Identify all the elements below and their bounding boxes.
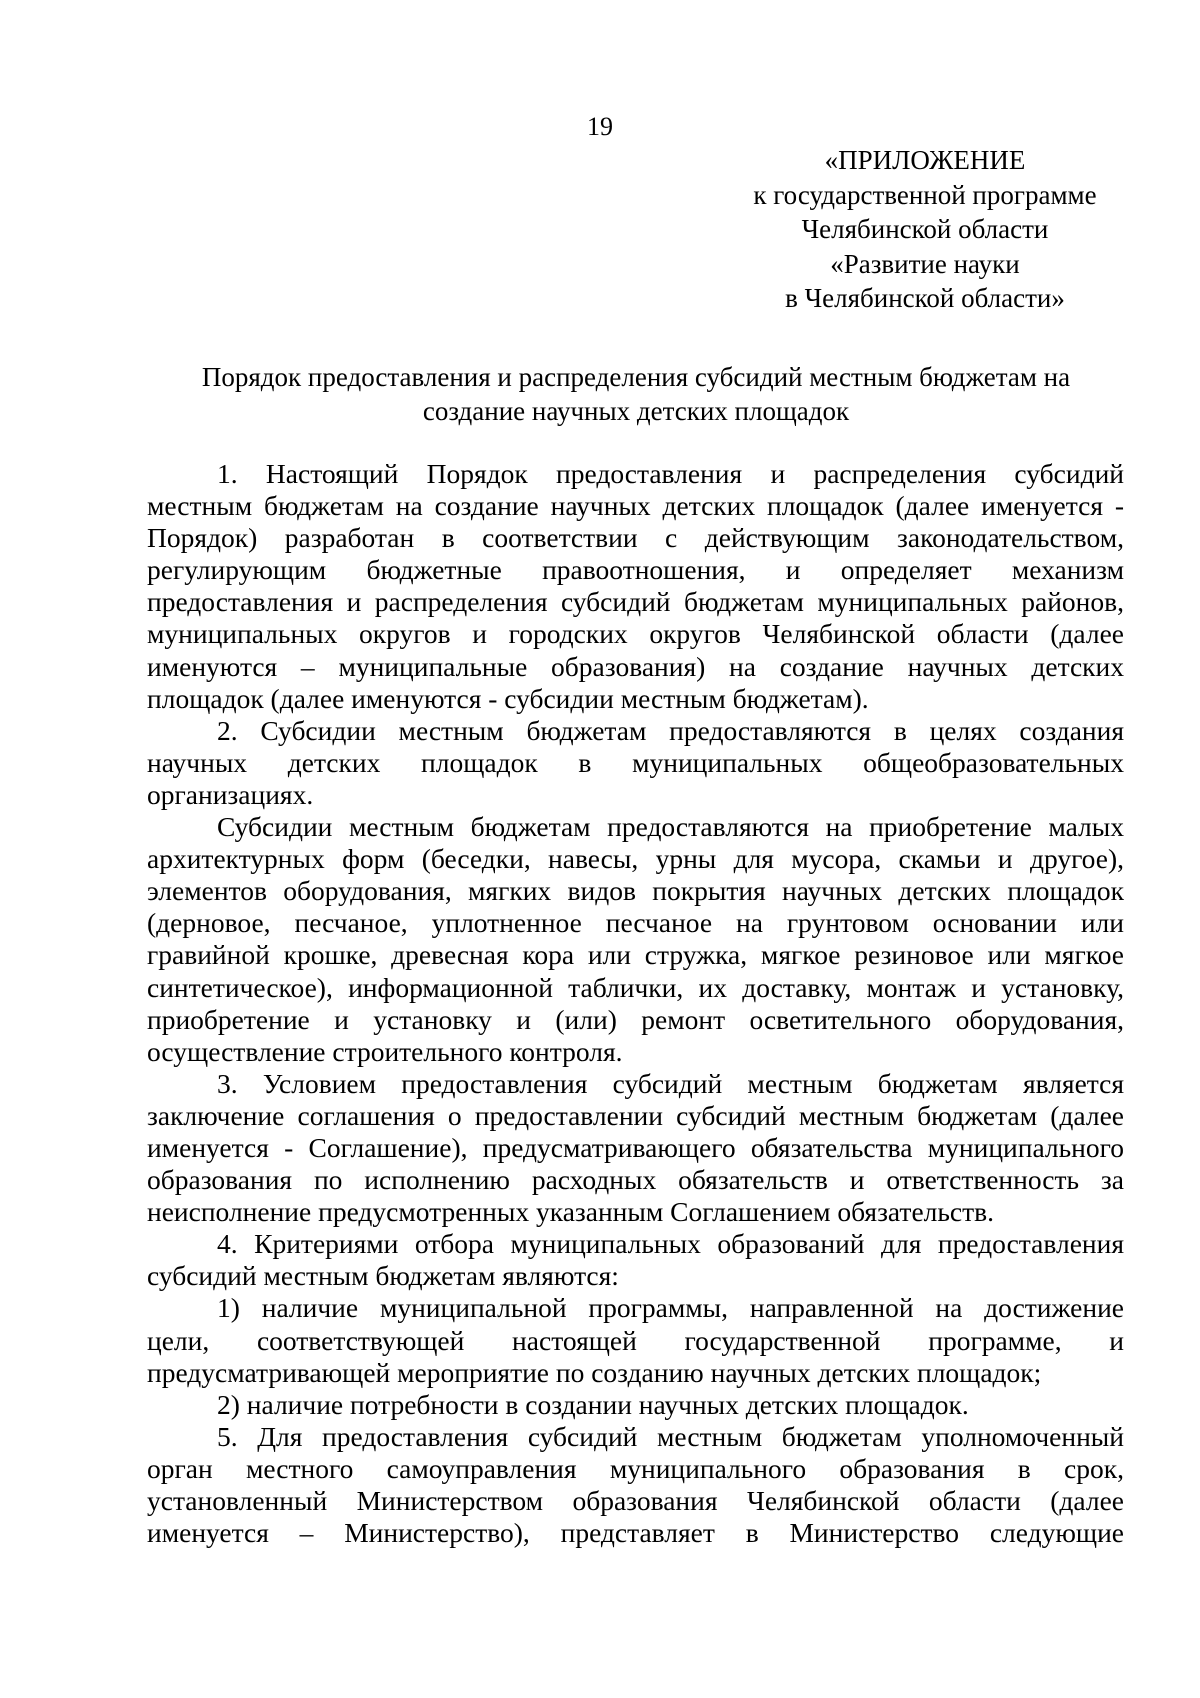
body-line: приобретение и установку и (или) ремонт осветительного оборудования, — [147, 1003, 1124, 1035]
body-line: предоставления и распределения субсидий бюджетам муниципальных районов, — [147, 586, 1124, 618]
appendix-line: к государственной программе — [753, 179, 1097, 210]
body-line: субсидий местным бюджетам являются: — [147, 1260, 619, 1292]
appendix-line: Челябинской области — [801, 214, 1049, 244]
body-line: 1. Настоящий Порядок предоставления и распределения субсидий — [217, 458, 1124, 489]
document-title — [150, 360, 1122, 428]
body-line: 1) наличие муниципальной программы, направленной на достижение — [217, 1292, 1124, 1324]
body-line: 3. Условием предоставления субсидий местным бюджетам является — [217, 1067, 1124, 1099]
body-line: элементов оборудования, мягких видов покрытия научных детских площадок — [147, 875, 1124, 907]
body-line: регулирующим бюджетные правоотношения, и определяет механизм — [147, 554, 1124, 586]
body-line: площадок (далее именуются - субсидии местным бюджетам). — [147, 682, 869, 714]
body-line: именуется - Соглашение), предусматривающего обязательства муниципального — [147, 1131, 1124, 1163]
body-line: местным бюджетам на создание научных детских площадок (далее именуется - — [147, 490, 1124, 522]
body-line: 4. Критериями отбора муниципальных образований для предоставления — [217, 1228, 1124, 1260]
body-line: (дерновое, песчаное, уплотненное песчаное на грунтовом основании или — [147, 907, 1124, 939]
document-body — [147, 458, 1124, 1549]
body-line: организациях. — [147, 778, 314, 810]
body-line: предусматривающей мероприятие по созданию научных детских площадок; — [147, 1356, 1042, 1388]
body-line: 2) наличие потребности в создании научных детских площадок. — [217, 1388, 969, 1420]
body-line: неисполнение предусмотренных указанным Соглашением обязательств. — [147, 1196, 994, 1228]
body-line: синтетическое), информационной таблички, их доставку, монтаж и установку, — [147, 971, 1124, 1003]
body-line: установленный Министерством образования Челябинской области (далее — [147, 1485, 1124, 1516]
body-line: Субсидии местным бюджетам предоставляются на приобретение малых — [217, 811, 1124, 843]
body-line: осуществление строительного контроля. — [147, 1035, 623, 1067]
appendix-line: «Развитие науки — [830, 248, 1020, 279]
body-line: заключение соглашения о предоставлении субсидий местным бюджетам (далее — [147, 1099, 1124, 1131]
body-line: муниципальных округов и городских округов Челябинской области (далее — [147, 618, 1124, 650]
body-line: 2. Субсидии местным бюджетам предоставляются в целях создания — [217, 714, 1124, 746]
body-line: архитектурных форм (беседки, навесы, урны для мусора, скамьи и другое), — [147, 843, 1124, 875]
appendix-line: в Челябинской области» — [785, 283, 1065, 313]
body-line: Порядок) разработан в соответствии с действующим законодательством, — [147, 522, 1124, 554]
page-number: 19 — [587, 112, 613, 141]
body-line: образования по исполнению расходных обязательств и ответственность за — [147, 1164, 1124, 1196]
body-line: именуется – Министерство), представляет в Министерство следующие — [147, 1517, 1124, 1549]
body-line: гравийной крошке, древесная кора или стружка, мягкое резиновое или мягкое — [147, 939, 1124, 971]
body-line: цели, соответствующей настоящей государственной программе, и — [147, 1324, 1124, 1356]
body-line: 5. Для предоставления субсидий местным бюджетам уполномоченный — [217, 1420, 1124, 1452]
title-line: создание научных детских площадок — [422, 396, 850, 426]
body-line: научных детских площадок в муниципальных общеобразовательных — [147, 746, 1124, 778]
appendix-line: «ПРИЛОЖЕНИЕ — [824, 145, 1026, 175]
title-line: Порядок предоставления и распределения субсидий местным бюджетам на — [201, 362, 1071, 392]
body-line: орган местного самоуправления муниципального образования в срок, — [147, 1452, 1124, 1484]
appendix-header — [715, 143, 1135, 316]
body-line: именуются – муниципальные образования) на создание научных детских — [147, 650, 1124, 682]
